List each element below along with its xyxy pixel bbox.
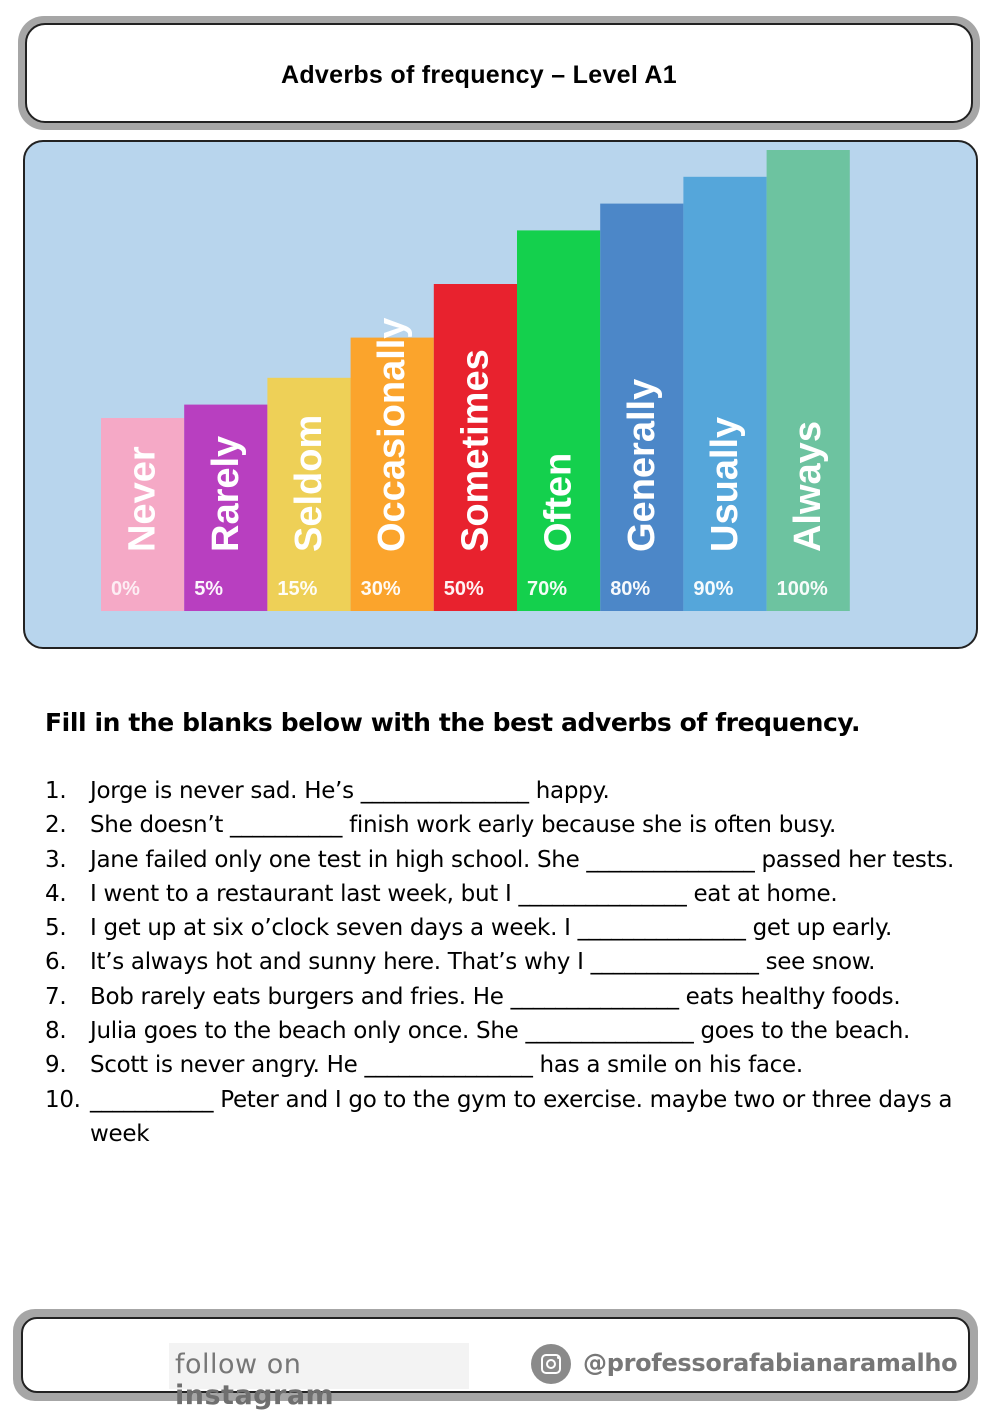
bar-label-rarely: Rarely — [204, 435, 247, 552]
bar-value-often: 70% — [527, 578, 568, 600]
instructions: Fill in the blanks below with the best adverbs of frequency. — [45, 708, 861, 737]
follow-brand: instagram — [175, 1380, 335, 1411]
exercise-number: 2. — [45, 812, 67, 839]
exercise-text: Bob rarely eats burgers and fries. He _______________ eats healthy foods. — [90, 983, 901, 1010]
exercise-number: 5. — [45, 915, 67, 942]
exercise-item — [45, 1014, 975, 1048]
exercise-item — [45, 980, 975, 1014]
bar-group-rarely — [184, 405, 267, 611]
exercise-text: I went to a restaurant last week, but I _______________ eat at home. — [90, 880, 838, 907]
bar-group-often — [517, 230, 600, 611]
bar-label-usually: Usually — [704, 416, 746, 552]
exercise-number: 10. — [45, 1086, 81, 1113]
bar-group-always — [767, 150, 850, 611]
exercise-item — [45, 1083, 975, 1152]
exercise-list — [45, 774, 975, 1151]
exercise-text: ___________ Peter and I go to the gym to exercise. maybe two or three days a week — [90, 1086, 953, 1147]
bar-group-usually — [683, 177, 766, 611]
bar-group-occasionally — [351, 318, 434, 611]
exercise-text: I get up at six o’clock seven days a week. I _______________ get up early. — [90, 915, 892, 942]
exercise-text: Jorge is never sad. He’s _______________ happy. — [90, 778, 610, 804]
follow-text — [175, 1349, 469, 1411]
follow-prefix: follow on — [175, 1349, 302, 1380]
exercise-number: 7. — [45, 983, 67, 1010]
exercise-item — [45, 911, 975, 945]
bar-value-occasionally: 30% — [360, 578, 401, 600]
frequency-chart — [25, 142, 976, 647]
bar-group-generally — [600, 204, 683, 611]
instagram-icon-lens — [546, 1359, 556, 1369]
bar-value-seldom: 15% — [277, 578, 318, 600]
exercise-item — [45, 774, 975, 808]
footer-frame — [13, 1309, 978, 1411]
instagram-icon[interactable] — [531, 1344, 571, 1384]
exercise-item — [45, 1048, 975, 1082]
bar-label-sometimes: Sometimes — [454, 349, 497, 552]
exercise-number: 4. — [45, 880, 67, 907]
exercise-number: 1. — [45, 778, 67, 804]
exercise-text: Scott is never angry. He _______________ has a smile on his face. — [90, 1052, 803, 1079]
bar-value-usually: 90% — [693, 578, 734, 600]
exercise-item — [45, 877, 975, 911]
exercise-number: 6. — [45, 949, 67, 976]
bar-label-always: Always — [787, 421, 830, 552]
bar-label-never: Never — [121, 446, 164, 552]
exercise-number: 9. — [45, 1052, 67, 1079]
exercise-text: She doesn’t __________ finish work early because she is often busy. — [90, 812, 837, 839]
worksheet-title: Adverbs of frequency – Level A1 — [280, 61, 677, 89]
follow-banner[interactable] — [169, 1343, 469, 1411]
bar-group-seldom — [267, 378, 350, 611]
bar-value-sometimes: 50% — [443, 578, 484, 600]
exercise-item — [45, 843, 975, 877]
bar-group-sometimes — [434, 284, 517, 611]
bar-label-generally: Generally — [620, 378, 663, 552]
bar-label-occasionally: Occasionally — [371, 317, 414, 552]
bar-value-generally: 80% — [610, 578, 651, 600]
exercise-text: Jane failed only one test in high school. She _______________ passed her tests. — [90, 846, 955, 873]
exercise-number: 3. — [45, 846, 67, 873]
bar-value-never: 0% — [111, 578, 140, 600]
footer-panel — [21, 1317, 970, 1411]
bar-value-always: 100% — [776, 578, 828, 600]
exercise-item — [45, 808, 975, 842]
frequency-chart-panel — [23, 140, 978, 649]
instagram-handle[interactable]: @professorafabianaramalho — [583, 1349, 958, 1377]
exercise-item — [45, 945, 975, 979]
bar-label-often: Often — [537, 452, 580, 552]
bar-group-never — [101, 418, 184, 611]
bar-value-rarely: 5% — [194, 578, 224, 600]
instagram-icon-dot — [557, 1356, 560, 1359]
title-frame — [18, 16, 980, 130]
exercise-text: It’s always hot and sunny here. That’s why I _______________ see snow. — [90, 949, 876, 976]
exercise-text: Julia goes to the beach only once. She _______________ goes to the beach. — [90, 1018, 911, 1045]
bar-often — [517, 230, 600, 611]
exercise-number: 8. — [45, 1018, 67, 1045]
bar-label-seldom: Seldom — [288, 414, 330, 552]
title-panel — [25, 23, 973, 123]
